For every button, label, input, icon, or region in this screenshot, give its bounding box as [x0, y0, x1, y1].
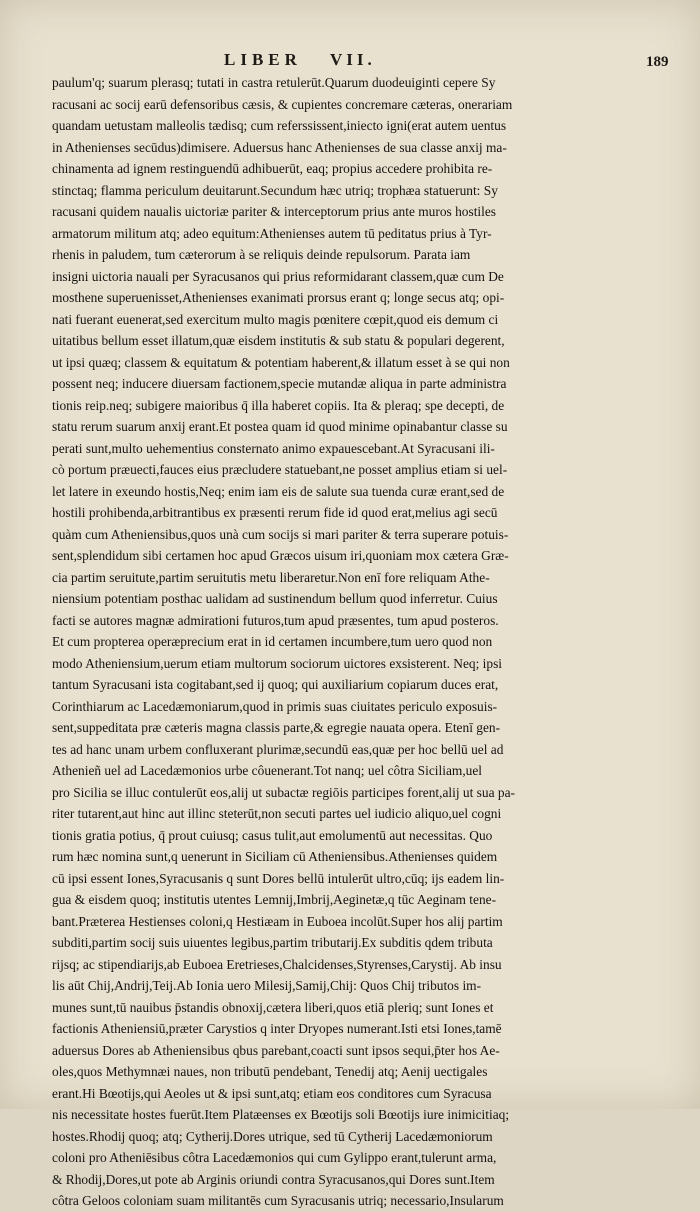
text-line: ut ipsi quæq; classem & equitatum & potentiam haberent,& illatum esset à se qui non: [52, 354, 510, 370]
text-line: tionis gratia potius, q̄ prout cuiusq; casus tulit,aut emolumentū aut necessitas. Quo: [52, 827, 493, 843]
text-line: tantum Syracusani ista cogitabant,sed ij quoq; qui auxiliarium copiarum duces erat,: [52, 677, 499, 692]
text-line: subditi,partim socij suis uiuentes legibus,partim tributarij.Ex subditis qdem tributa: [52, 935, 493, 950]
text-line: tes ad hanc unam urbem confluxerant plurimæ,secundū eas,quæ per hoc bellū uel ad: [52, 741, 504, 757]
text-line: cū ipsi essent Iones,Syracusanis q sunt Dores bellū intulerūt ultro,cūq; ijs eadem lin-: [52, 870, 505, 886]
book-number: VII.: [330, 50, 376, 69]
text-line: pro Sicilia se illuc contulerūt eos,alij ut subactæ regiōis participes forent,alij ut sua pa-: [52, 784, 515, 800]
text-line: & Rhodij,Dores,ut pote ab Arginis oriundi contra Syracusanos,qui Dores sunt.Item: [52, 1171, 495, 1187]
text-line: rhenis in paludem, tum cæterorum à se reliquis deinde repulsorum. Parata iam: [52, 247, 471, 262]
body-text: [52, 72, 634, 1212]
text-line: riter tutarent,aut hinc aut illinc steterūt,non secuti partes uel iudicio aliquo,uel cogni: [52, 806, 502, 821]
text-line: erant.Hi Bœotijs,qui Aeoles ut & ipsi sunt,atq; etiam eos conditores cum Syracusa: [52, 1085, 492, 1101]
text-line: tionis reip.neq; subigere maioribus q̄ illa haberet copiis. Ita & pleraq; spe decepti, de: [52, 397, 505, 413]
text-line: armatorum militum atq; adeo equitum:Athenienses autem tū peditatus prius à Tyr-: [52, 225, 492, 241]
text-line: modo Atheniensium,uerum etiam multorum sociorum uictores exsisterent. Neq; ipsi: [52, 655, 502, 671]
text-line: niensium potentiam posthac ualidam ad sustinendum bellum quod inferretur. Cuius: [52, 591, 498, 606]
text-line: quandam uetustam malleolis tædisq; cum referssissent,iniecto igni(erat autem uentus: [52, 118, 507, 133]
text-line: lis aūt Chij,Andrij,Teij.Ab Ionia uero Milesij,Samij,Chij: Quos Chij tributos im-: [52, 978, 482, 993]
text-line: stinctaq; flamma periculum deuitarunt.Secundum hæc utriq; trophæa statuerunt: Sy: [52, 182, 498, 198]
text-line: racusani quidem naualis uictoriæ pariter & interceptorum prius ante muros hostiles: [52, 204, 497, 219]
text-line: nis necessitate hostes fuerūt.Item Platæenses ex Bœotijs soli Bœotijs iure inimicitiaq;: [52, 1107, 510, 1122]
text-line: cia partim seruitute,partim seruitutis metu liberaretur.Non enī fore reliquam Athe-: [52, 569, 490, 585]
text-line: insigni uictoria nauali per Syracusanos qui prius reformidarant classem,quæ cum De: [52, 268, 504, 284]
text-line: hostili prohibenda,arbitrantibus ex præsenti rerum fide id quod erat,melius agi secū: [52, 505, 498, 520]
text-line: oles,quos Methymnæi naues, non tributū pendebant, Tenedij atq; Aenij uectigales: [52, 1064, 488, 1079]
text-line: Athenieñ uel ad Lacedæmonios urbe côuenerant.Tot nanq; uel côtra Siciliam,uel: [52, 763, 483, 778]
text-line: let latere in exeundo hostis,Neq; enim iam eis de salute sua tuenda curæ erant,sed de: [52, 483, 505, 499]
text-line: coloni pro Atheniēsibus côtra Lacedæmonios qui cum Gylippo erant,tulerunt arma,: [52, 1150, 497, 1165]
text-line: quàm cum Atheniensibus,quos unà cum socijs si mari pariter & terra superare potuis-: [52, 526, 509, 542]
running-title: LIBER: [224, 50, 302, 69]
text-line: chinamenta ad ignem restinguendū adhibuerūt, eaq; propius accedere prohibita re-: [52, 161, 493, 176]
text-line: uitatibus bellum esset illatum,quæ eisdem institutis & sub statu & populari degerent,: [52, 333, 505, 348]
text-line: rum hæc nomina sunt,q uenerunt in Siciliam cū Atheniensibus.Athenienses quidem: [52, 849, 498, 864]
text-line: facti se autores magnæ admirationi futuros,tum apud præsentes, tum apud posteros.: [52, 612, 499, 628]
text-line: sent,suppeditata præ cæteris magna classis parte,& egregie nauata opera. Etenī gen-: [52, 720, 501, 735]
text-line: Corinthiarum ac Lacedæmoniarum,quod in primis suas ciuitates periculo exposuis-: [52, 698, 498, 714]
text-line: bant.Præterea Hestienses coloni,q Hestiæam in Euboea incolūt.Super hos alij partim: [52, 913, 503, 929]
text-line: racusani ac socij earū defensoribus cæsis, & cupientes concremare cæteras, onerariam: [52, 96, 513, 112]
text-line: hostes.Rhodij quoq; atq; Cytherij.Dores utrique, sed tū Cytherij Lacedæmoniorum: [52, 1128, 493, 1144]
text-line: côtra Geloos coloniam suam militantēs cum Syracusanis utriq; necessario,Insularum: [52, 1193, 504, 1208]
text-line: aduersus Dores ab Atheniensibus qbus parebant,coacti sunt ipsos sequi,p̄ter hos Ae-: [52, 1042, 500, 1058]
text-line: statu rerum suarum anxij erant.Et postea quam id quod minime opinabantur classe su: [52, 419, 508, 434]
text-line: in Athenienses secūdus)dimisere. Aduersus hanc Athenienses de sua classe anxij ma-: [52, 139, 507, 155]
text-line: sent,splendidum sibi certamen hoc apud Græcos uisum iri,quoniam mox cætera Græ-: [52, 548, 509, 563]
text-line: nati fuerant euenerat,sed exercitum multo magis pœnitere cœpit,quod eis demum ci: [52, 311, 499, 327]
folio-number: 189: [646, 54, 669, 70]
text-line: possent neq; inducere diuersam factionem,specie mutandæ aliqua in parte administra: [52, 376, 507, 391]
text-line: gua & eisdem quoq; institutis utentes Lemnij,Imbrij,Aeginetæ,q tūc Aeginam tene-: [52, 892, 497, 907]
text-line: paulum'q; suarum plerasq; tutati in castra retulerūt.Quarum duodeuiginti cepere Sy: [52, 75, 496, 90]
text-line: factionis Atheniensiū,præter Carystios q inter Dryopes numerant.Isti etsi Iones,tamē: [52, 1021, 502, 1036]
text-line: perati sunt,multo uehementius consternato animo expauescebant.At Syracusani ili-: [52, 440, 495, 456]
text-line: munes sunt,tū nauibus p̄standis obnoxij,cætera liberi,quos etiā pleriq; sunt Iones et: [52, 999, 494, 1015]
text-line: rijsq; ac stipendiarijs,ab Euboea Eretrieses,Chalcidenses,Styrenses,Carystij. Ab insu: [52, 956, 502, 972]
running-head: [0, 46, 700, 74]
text-line: Et cum propterea operæprecium erat in id certamen incumbere,tum uero quod non: [52, 634, 493, 649]
text-line: mosthene superuenisset,Athenienses exanimati prorsus erant q; longe secus atq; opi-: [52, 290, 505, 305]
text-line: cò portum præuecti,fauces eius præcludere statuebant,ne posset amplius etiam si uel-: [52, 462, 508, 477]
